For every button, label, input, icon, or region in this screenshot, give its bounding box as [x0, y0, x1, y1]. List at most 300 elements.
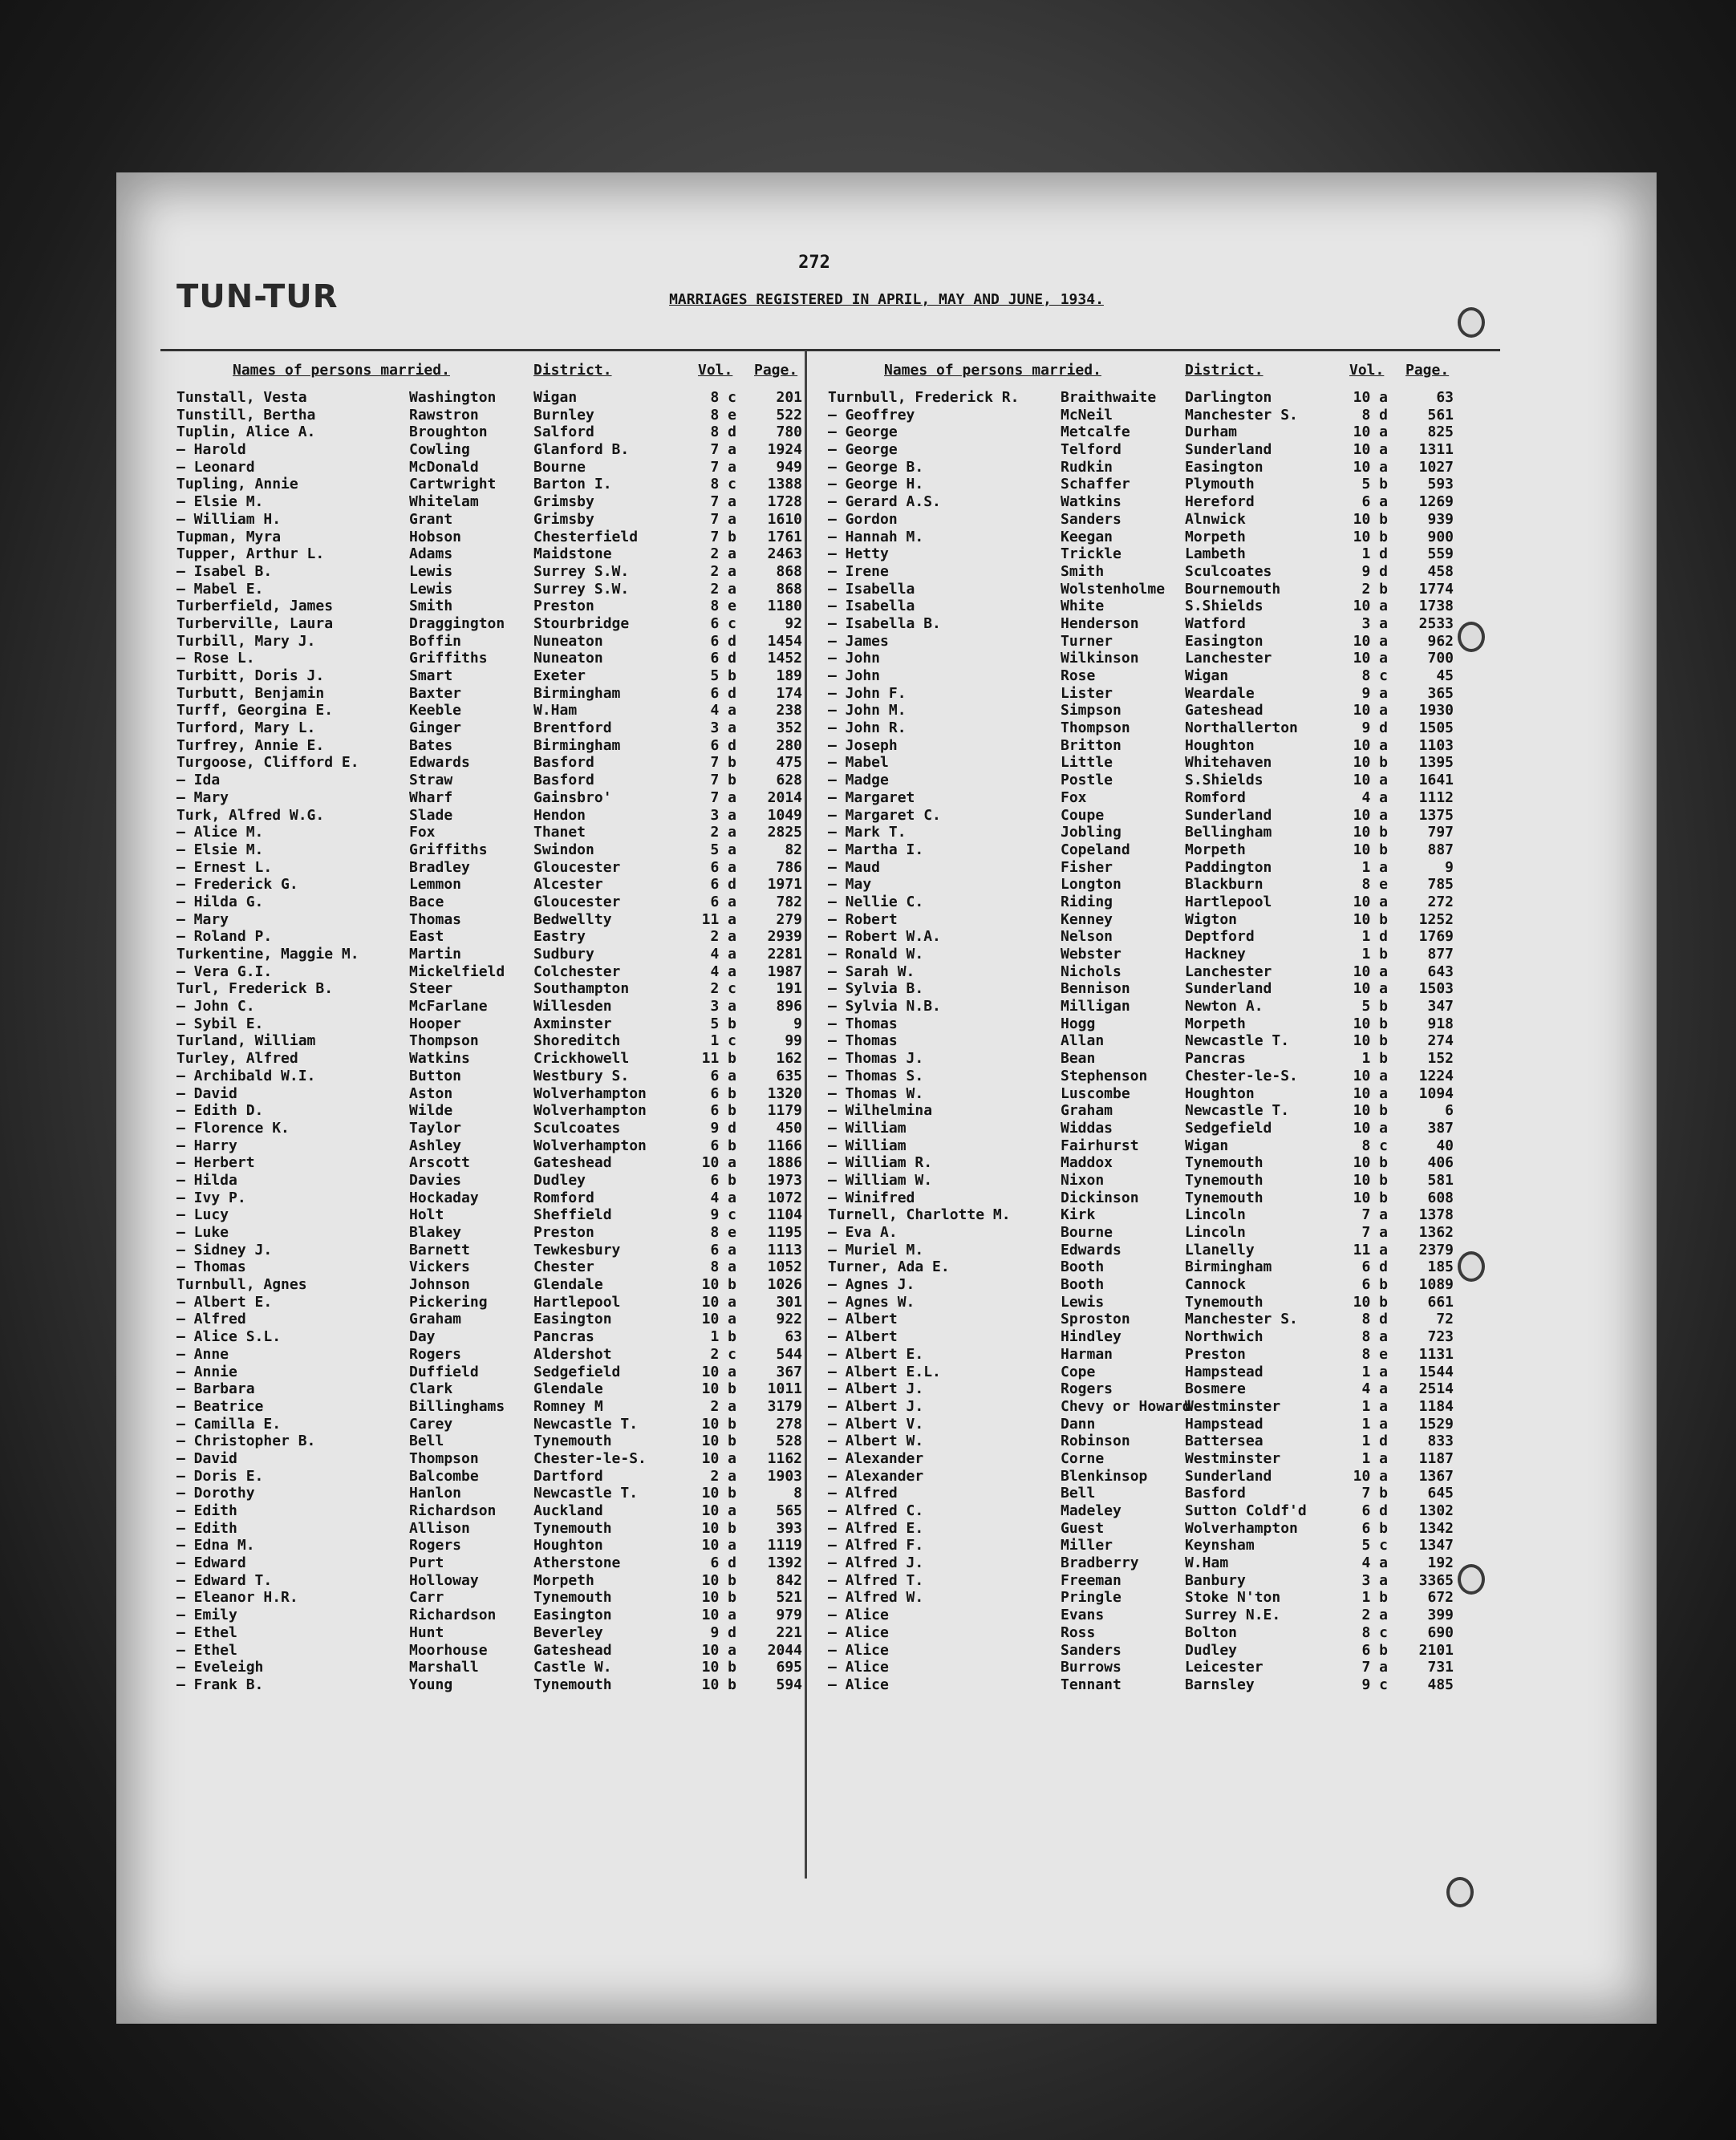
- entry-district: Sedgefield: [533, 1363, 621, 1380]
- entry-page: 1924: [767, 441, 802, 459]
- entry-page: 9: [1445, 858, 1454, 876]
- entry-spouse: McFarlane: [409, 998, 488, 1015]
- entry-name: — Hannah M.: [828, 528, 924, 545]
- entry-name: — Isabella: [828, 598, 915, 615]
- entry-page: 1011: [767, 1380, 802, 1398]
- entry-name: — Hilda: [176, 1171, 237, 1189]
- entry-spouse: Graham: [1061, 1102, 1113, 1120]
- entry-district: Beverley: [533, 1623, 603, 1641]
- register-entry: [828, 1624, 1470, 1642]
- entry-vol: 8 c: [1361, 1623, 1388, 1641]
- register-entry: [176, 441, 818, 459]
- entry-district: Eastry: [533, 928, 586, 946]
- entry-name: — Margaret C.: [828, 806, 941, 824]
- entry-vol: 10 a: [1353, 458, 1388, 476]
- entry-vol: 6 b: [710, 1137, 736, 1154]
- entry-vol: 5 b: [1361, 998, 1388, 1015]
- entry-district: Aldershot: [533, 1345, 612, 1363]
- entry-vol: 2 a: [710, 1467, 736, 1485]
- register-entry: [828, 1468, 1470, 1485]
- entry-vol: 10 a: [701, 1537, 736, 1554]
- entry-vol: 8 a: [710, 1258, 736, 1276]
- entry-vol: 3 a: [710, 806, 736, 824]
- entry-spouse: White: [1061, 598, 1105, 615]
- entry-district: Battersea: [1185, 1433, 1263, 1450]
- entry-spouse: Bourne: [1061, 1224, 1113, 1241]
- entry-district: Tewkesbury: [533, 1241, 621, 1258]
- entry-spouse: Maddox: [1061, 1154, 1113, 1172]
- entry-page: 1774: [1418, 580, 1454, 598]
- entry-district: Houghton: [533, 1537, 603, 1554]
- entry-vol: 10 a: [1353, 980, 1388, 998]
- entry-name: — Thomas W.: [828, 1084, 924, 1102]
- entry-spouse: Rose: [1061, 667, 1096, 684]
- entry-district: Durham: [1185, 424, 1238, 441]
- entry-page: 661: [1427, 1293, 1454, 1311]
- entry-spouse: Rogers: [1061, 1380, 1113, 1398]
- entry-district: Wolverhampton: [1185, 1519, 1298, 1537]
- entry-page: 2101: [1418, 1641, 1454, 1659]
- entry-page: 1452: [767, 650, 802, 667]
- entry-name: — Anne: [176, 1345, 229, 1363]
- entry-page: 1269: [1418, 493, 1454, 511]
- register-entry: [828, 1364, 1470, 1381]
- entry-name: — Winifred: [828, 1189, 915, 1206]
- entry-spouse: Keeble: [409, 702, 462, 719]
- entry-name: — Agnes J.: [828, 1276, 915, 1294]
- register-entry: [828, 493, 1470, 511]
- register-entry: [176, 1537, 818, 1554]
- entry-page: 2379: [1418, 1241, 1454, 1258]
- register-entry: [828, 894, 1470, 911]
- entry-spouse: Holloway: [409, 1571, 479, 1589]
- register-entry: [176, 807, 818, 825]
- register-entry: [828, 1120, 1470, 1137]
- register-entry: [176, 1450, 818, 1468]
- entry-spouse: Telford: [1061, 441, 1122, 459]
- entry-vol: 10 b: [1353, 1171, 1388, 1189]
- entry-district: Blackburn: [1185, 876, 1263, 894]
- register-entry: [176, 1364, 818, 1381]
- entry-spouse: Wilkinson: [1061, 650, 1139, 667]
- register-entry: [828, 1224, 1470, 1242]
- entry-page: 922: [776, 1311, 802, 1328]
- entry-spouse: Hockaday: [409, 1189, 479, 1206]
- entry-name: — Emily: [176, 1607, 237, 1624]
- register-entry: [828, 1015, 1470, 1033]
- entry-spouse: Evans: [1061, 1607, 1105, 1624]
- register-entry: [176, 511, 818, 529]
- entry-vol: 4 a: [1361, 1554, 1388, 1572]
- register-entry: [176, 754, 818, 772]
- entry-district: Lanchester: [1185, 650, 1272, 667]
- entry-vol: 10 a: [1353, 1084, 1388, 1102]
- entry-name: — Harold: [176, 441, 246, 459]
- register-entry: [828, 1258, 1470, 1276]
- entry-vol: 10 b: [1353, 510, 1388, 528]
- entry-district: Tynemouth: [533, 1589, 612, 1607]
- entry-page: 868: [776, 562, 802, 580]
- entry-name: — Alice M.: [176, 824, 264, 841]
- entry-spouse: Cowling: [409, 441, 470, 459]
- entry-name: Turk, Alfred W.G.: [176, 806, 325, 824]
- register-entry: [176, 1224, 818, 1242]
- entry-page: 559: [1427, 545, 1454, 563]
- entry-spouse: Sanders: [1061, 1641, 1122, 1659]
- entry-name: — Edith: [176, 1519, 237, 1537]
- entry-vol: 10 a: [701, 1641, 736, 1659]
- entry-vol: 10 a: [1353, 963, 1388, 980]
- entry-vol: 7 a: [710, 458, 736, 476]
- entry-name: Turner, Ada E.: [828, 1258, 950, 1276]
- entry-vol: 1 a: [1361, 1363, 1388, 1380]
- entry-page: 608: [1427, 1189, 1454, 1206]
- entry-spouse: Trickle: [1061, 545, 1122, 563]
- entry-district: Dudley: [1185, 1641, 1238, 1659]
- entry-spouse: Luscombe: [1061, 1084, 1130, 1102]
- entry-name: — Eleanor H.R.: [176, 1589, 298, 1607]
- register-entry: [176, 789, 818, 807]
- entry-district: Gloucester: [533, 858, 621, 876]
- entry-spouse: Aston: [409, 1084, 453, 1102]
- entry-vol: 8 c: [1361, 667, 1388, 684]
- entry-spouse: Hogg: [1061, 1015, 1096, 1032]
- entry-spouse: Smith: [409, 598, 453, 615]
- entry-vol: 8 c: [710, 476, 736, 493]
- entry-district: Wigan: [533, 389, 578, 406]
- entry-district: Surrey S.W.: [533, 562, 630, 580]
- register-entry: [828, 633, 1470, 651]
- entry-spouse: Balcombe: [409, 1467, 479, 1485]
- register-entry: [176, 876, 818, 894]
- entry-vol: 1 a: [1361, 1415, 1388, 1433]
- entry-name: Tupman, Myra: [176, 528, 282, 545]
- entry-spouse: Schaffer: [1061, 476, 1130, 493]
- register-entry: [828, 1276, 1470, 1294]
- entry-district: Hereford: [1185, 493, 1255, 511]
- entry-name: — Hetty: [828, 545, 889, 563]
- entry-name: — William R.: [828, 1154, 933, 1172]
- entry-page: 365: [1427, 684, 1454, 702]
- entry-name: — William: [828, 1119, 907, 1137]
- register-entry: [828, 581, 1470, 598]
- entry-vol: 6 a: [710, 1241, 736, 1258]
- entry-district: S.Shields: [1185, 598, 1263, 615]
- entry-page: 785: [1427, 876, 1454, 894]
- entry-name: — Albert E.L.: [828, 1363, 941, 1380]
- entry-district: Morpeth: [1185, 528, 1246, 545]
- entry-name: — John C.: [176, 998, 255, 1015]
- entry-name: — George: [828, 424, 898, 441]
- register-entry: [828, 702, 1470, 719]
- entry-spouse: Watkins: [409, 1050, 470, 1068]
- entry-district: Shoreditch: [533, 1032, 621, 1050]
- entry-name: — Albert: [828, 1328, 898, 1346]
- entry-vol: 10 a: [701, 1502, 736, 1519]
- entry-spouse: Duffield: [409, 1363, 479, 1380]
- entry-spouse: Milligan: [1061, 998, 1130, 1015]
- register-entry: [176, 1102, 818, 1120]
- entry-district: Tynemouth: [533, 1519, 612, 1537]
- entry-name: — Thomas J.: [828, 1050, 924, 1068]
- entry-name: — Camilla E.: [176, 1415, 282, 1433]
- register-entry: [176, 633, 818, 651]
- entry-page: 1395: [1418, 754, 1454, 772]
- entry-vol: 6 d: [710, 650, 736, 667]
- entry-page: 2014: [767, 788, 802, 806]
- entry-page: 3365: [1418, 1571, 1454, 1589]
- entry-district: Hartlepool: [533, 1293, 621, 1311]
- entry-page: 2825: [767, 824, 802, 841]
- entry-spouse: Johnson: [409, 1276, 470, 1294]
- entry-name: — Barbara: [176, 1380, 255, 1398]
- entry-page: 458: [1427, 562, 1454, 580]
- register-entry: [176, 1676, 818, 1694]
- register-entry: [828, 1102, 1470, 1120]
- register-entry: [828, 1676, 1470, 1694]
- entry-spouse: Wharf: [409, 788, 453, 806]
- entry-page: 201: [776, 389, 802, 406]
- entry-page: 280: [776, 736, 802, 754]
- entry-district: Tynemouth: [1185, 1189, 1263, 1206]
- entry-district: Plymouth: [1185, 476, 1255, 493]
- register-entry: [828, 1311, 1470, 1328]
- entry-spouse: Hobson: [409, 528, 462, 545]
- entry-name: — Alice: [828, 1676, 889, 1693]
- entry-vol: 10 a: [701, 1449, 736, 1467]
- register-entry: [828, 1085, 1470, 1103]
- entry-spouse: Lemmon: [409, 876, 462, 894]
- register-entry: [176, 1554, 818, 1572]
- entry-vol: 3 a: [710, 998, 736, 1015]
- entry-district: Burnley: [533, 406, 594, 424]
- entry-district: Northallerton: [1185, 719, 1298, 737]
- entry-page: 1112: [1418, 788, 1454, 806]
- register-entry: [176, 1311, 818, 1328]
- register-entry: [828, 946, 1470, 963]
- entry-vol: 6 d: [710, 876, 736, 894]
- entry-name: — May: [828, 876, 872, 894]
- register-entry: [176, 389, 818, 407]
- entry-district: Bolton: [1185, 1623, 1238, 1641]
- entry-spouse: Hindley: [1061, 1328, 1122, 1346]
- page-title: MARRIAGES REGISTERED IN APRIL, MAY AND JUNE, 1934.: [669, 291, 1104, 308]
- entry-district: Bournemouth: [1185, 580, 1281, 598]
- entry-page: 594: [776, 1676, 802, 1693]
- entry-vol: 8 d: [1361, 1311, 1388, 1328]
- entry-page: 786: [776, 858, 802, 876]
- entry-name: — Dorothy: [176, 1485, 255, 1502]
- entry-spouse: Allan: [1061, 1032, 1105, 1050]
- entry-spouse: Jobling: [1061, 824, 1122, 841]
- entry-vol: 7 a: [1361, 1659, 1388, 1676]
- entry-page: 949: [776, 458, 802, 476]
- register-entry: [828, 1433, 1470, 1450]
- entry-name: Tunstall, Vesta: [176, 389, 307, 406]
- entry-name: — John: [828, 650, 881, 667]
- entry-name: Turland, William: [176, 1032, 316, 1050]
- entry-name: — Christopher B.: [176, 1433, 316, 1450]
- entry-district: Pancras: [1185, 1050, 1246, 1068]
- entry-page: 797: [1427, 824, 1454, 841]
- entry-name: — Beatrice: [176, 1397, 264, 1415]
- entry-page: 387: [1427, 1119, 1454, 1137]
- entry-page: 2281: [767, 946, 802, 963]
- header-page: Page.: [1405, 362, 1450, 379]
- entry-name: — Edith: [176, 1502, 237, 1519]
- entry-name: — Edna M.: [176, 1537, 255, 1554]
- entry-page: 645: [1427, 1485, 1454, 1502]
- entry-name: — Nellie C.: [828, 893, 924, 910]
- register-entry: [176, 1416, 818, 1433]
- entry-district: Sedgefield: [1185, 1119, 1272, 1137]
- header-vol: Vol.: [1349, 362, 1385, 379]
- entry-spouse: Coupe: [1061, 806, 1105, 824]
- entry-name: — Gerard A.S.: [828, 493, 941, 511]
- entry-vol: 8 e: [1361, 1345, 1388, 1363]
- entry-district: Dudley: [533, 1171, 586, 1189]
- entry-district: Bedwellty: [533, 910, 612, 928]
- entry-name: Turberfield, James: [176, 598, 334, 615]
- entry-spouse: Ross: [1061, 1623, 1096, 1641]
- entry-page: 581: [1427, 1171, 1454, 1189]
- entry-vol: 6 b: [1361, 1276, 1388, 1294]
- entry-page: 40: [1436, 1137, 1454, 1154]
- punch-hole-icon: [1446, 1877, 1474, 1907]
- entry-page: 544: [776, 1345, 802, 1363]
- entry-vol: 6 a: [1361, 493, 1388, 511]
- entry-name: — John: [828, 667, 881, 684]
- entry-spouse: Bradberry: [1061, 1554, 1139, 1572]
- entry-vol: 6 a: [710, 893, 736, 910]
- entry-name: — John R.: [828, 719, 907, 737]
- entry-spouse: Sproston: [1061, 1311, 1130, 1328]
- entry-page: 723: [1427, 1328, 1454, 1346]
- register-entry: [176, 667, 818, 685]
- entry-spouse: Hooper: [409, 1015, 462, 1032]
- entry-page: 1119: [767, 1537, 802, 1554]
- entry-vol: 10 a: [701, 1154, 736, 1172]
- entry-vol: 7 a: [1361, 1206, 1388, 1224]
- entry-page: 593: [1427, 476, 1454, 493]
- entry-name: — Alice S.L.: [176, 1328, 282, 1346]
- entry-page: 635: [776, 1067, 802, 1084]
- register-entry: [176, 1572, 818, 1590]
- entry-name: — Alfred J.: [828, 1554, 924, 1572]
- entry-page: 2044: [767, 1641, 802, 1659]
- header-names: Names of persons married.: [233, 362, 450, 379]
- register-entry: [176, 1137, 818, 1155]
- entry-vol: 2 a: [710, 1397, 736, 1415]
- entry-district: Hampstead: [1185, 1363, 1263, 1380]
- entry-page: 8: [793, 1485, 802, 1502]
- entry-district: Newton A.: [1185, 998, 1263, 1015]
- entry-district: Castle W.: [533, 1659, 612, 1676]
- entry-page: 2533: [1418, 614, 1454, 632]
- register-entry: [828, 876, 1470, 894]
- entry-page: 1544: [1418, 1363, 1454, 1380]
- entry-spouse: Watkins: [1061, 493, 1122, 511]
- entry-name: — Mabel E.: [176, 580, 264, 598]
- entry-district: Sudbury: [533, 946, 594, 963]
- header-district: District.: [1185, 362, 1263, 379]
- entry-spouse: Barnett: [409, 1241, 470, 1258]
- entry-spouse: Young: [409, 1676, 453, 1693]
- entry-vol: 6 c: [710, 614, 736, 632]
- entry-spouse: Cope: [1061, 1363, 1096, 1380]
- entry-district: Bellingham: [1185, 824, 1272, 841]
- entry-district: Auckland: [533, 1502, 603, 1519]
- entry-page: 1886: [767, 1154, 802, 1172]
- entry-vol: 10 a: [1353, 441, 1388, 459]
- entry-spouse: Keegan: [1061, 528, 1113, 545]
- register-entry: [176, 1085, 818, 1103]
- entry-spouse: Stephenson: [1061, 1067, 1148, 1084]
- entry-district: Romford: [1185, 788, 1246, 806]
- register-entry: [828, 928, 1470, 946]
- entry-vol: 3 a: [1361, 1571, 1388, 1589]
- entry-name: — Alfred W.: [828, 1589, 924, 1607]
- entry-vol: 7 a: [710, 788, 736, 806]
- entry-vol: 4 a: [710, 946, 736, 963]
- entry-name: — John M.: [828, 702, 907, 719]
- entry-district: Birmingham: [533, 736, 621, 754]
- register-entry: [176, 581, 818, 598]
- entry-district: Salford: [533, 424, 594, 441]
- entry-name: — Ethel: [176, 1623, 237, 1641]
- entry-vol: 5 b: [1361, 476, 1388, 493]
- register-entry: [176, 476, 818, 493]
- entry-page: 1052: [767, 1258, 802, 1276]
- entry-spouse: Blakey: [409, 1224, 462, 1241]
- register-entry: [176, 946, 818, 963]
- entry-name: — Robert: [828, 910, 898, 928]
- entry-vol: 10 b: [701, 1589, 736, 1607]
- entry-spouse: Purt: [409, 1554, 444, 1572]
- entry-page: 900: [1427, 528, 1454, 545]
- entry-name: — Rose L.: [176, 650, 255, 667]
- register-entry: [828, 859, 1470, 877]
- entry-district: Sunderland: [1185, 980, 1272, 998]
- entry-page: 1094: [1418, 1084, 1454, 1102]
- entry-page: 1184: [1418, 1397, 1454, 1415]
- entry-vol: 2 a: [710, 562, 736, 580]
- register-entry: [176, 1607, 818, 1624]
- register-entry: [176, 545, 818, 563]
- entry-name: — Geoffrey: [828, 406, 915, 424]
- entry-vol: 11 a: [701, 910, 736, 928]
- entry-district: Easington: [533, 1311, 612, 1328]
- entry-vol: 6 b: [710, 1102, 736, 1120]
- entry-page: 1187: [1418, 1449, 1454, 1467]
- entry-district: Chester-le-S.: [1185, 1067, 1298, 1084]
- entry-name: — Edward: [176, 1554, 246, 1572]
- register-entry: [828, 1137, 1470, 1155]
- entry-vol: 10 a: [1353, 1067, 1388, 1084]
- entry-spouse: Carey: [409, 1415, 453, 1433]
- entry-district: Cannock: [1185, 1276, 1246, 1294]
- entry-name: — Albert E.: [828, 1345, 924, 1363]
- register-entry: [828, 598, 1470, 615]
- entry-spouse: Lewis: [409, 580, 453, 598]
- entry-page: 347: [1427, 998, 1454, 1015]
- entry-vol: 6 d: [1361, 1502, 1388, 1519]
- entry-spouse: Smith: [1061, 562, 1105, 580]
- entry-district: Wolverhampton: [533, 1084, 647, 1102]
- entry-name: Tupling, Annie: [176, 476, 298, 493]
- entry-name: — Florence K.: [176, 1119, 290, 1137]
- entry-district: Chester: [533, 1258, 594, 1276]
